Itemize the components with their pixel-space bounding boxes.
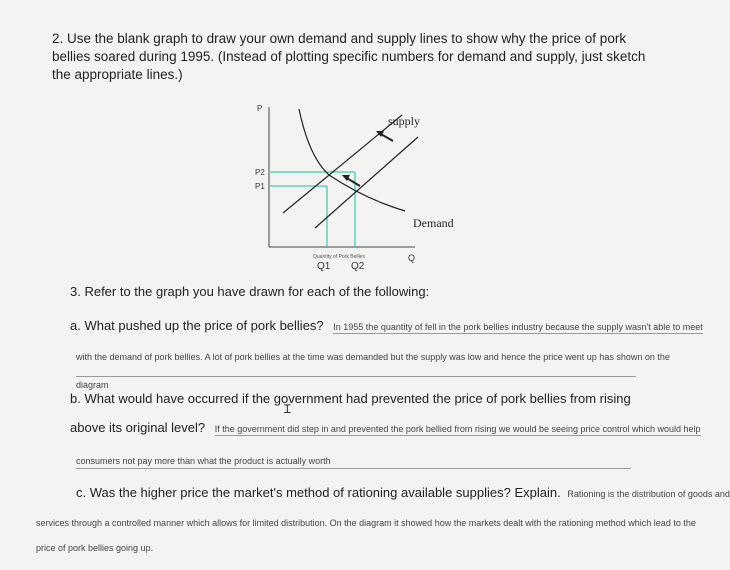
answer-c-line-1[interactable]: Rationing is the distribution of goods and: [567, 489, 730, 499]
question-c-prompt: c. Was the higher price the market's method of rationing available supplies? Explain.: [76, 485, 561, 500]
question-2-text: 2. Use the blank graph to draw your own demand and supply lines to show why the price of pork bellies soared during 1995. (Instead of plotting specific numbers for demand and supply, just sketch the appropriate lines.): [52, 31, 646, 82]
answer-c-line-3[interactable]: price of pork bellies going up.: [36, 543, 154, 553]
question-c-row: [76, 485, 730, 500]
answer-a-line-2[interactable]: with the demand of pork bellies. A lot of pork bellies at the time was demanded but the supply was low and hence the price went up has shown on the: [76, 352, 636, 377]
p2-label: P2: [255, 168, 265, 177]
question-a-prompt: a. What pushed up the price of pork bellies?: [70, 318, 324, 333]
supply-curve-original: [283, 115, 402, 213]
arrow-icon: [376, 131, 393, 141]
p-axis-label: P: [257, 104, 263, 113]
supply-curve-shifted: [315, 137, 418, 228]
q2-label: Q2: [351, 261, 365, 272]
x-axis-caption: Quantity of Pork Bellies: [313, 254, 365, 260]
question-b-prompt-1: b. What would have occurred if the government had prevented the price of pork bellies from rising: [70, 391, 631, 406]
answer-a-line-1[interactable]: In 1955 the quantity of fell in the pork bellies industry because the supply wasn't able to meet: [333, 322, 703, 332]
answer-a-line-3[interactable]: diagram: [76, 380, 109, 390]
question-3-heading: 3. Refer to the graph you have drawn for each of the following:: [70, 284, 430, 299]
p1-label: P1: [255, 182, 265, 191]
q-axis-label: Q: [408, 253, 416, 263]
answer-c-line-2[interactable]: services through a controlled manner which allows for limited distribution. On the diagram it showed how the markets dealt with the rationing method which lead to the: [36, 518, 696, 528]
question-a-row: [70, 318, 703, 333]
text-cursor-icon: Ɪ: [284, 402, 291, 416]
demand-label: Demand: [413, 216, 454, 230]
answer-b-line-2[interactable]: consumers not pay more than what the product is actually worth: [76, 456, 631, 469]
q1-label: Q1: [317, 261, 331, 272]
answer-b-line-1[interactable]: If the government did step in and prevented the pork bellied from rising we would be seeing price control which would help: [214, 424, 701, 434]
supply-demand-graph: [255, 95, 470, 275]
question-b-prompt-2: above its original level?: [70, 420, 206, 435]
supply-label: supply: [388, 114, 421, 128]
question-b-row: [70, 420, 701, 435]
